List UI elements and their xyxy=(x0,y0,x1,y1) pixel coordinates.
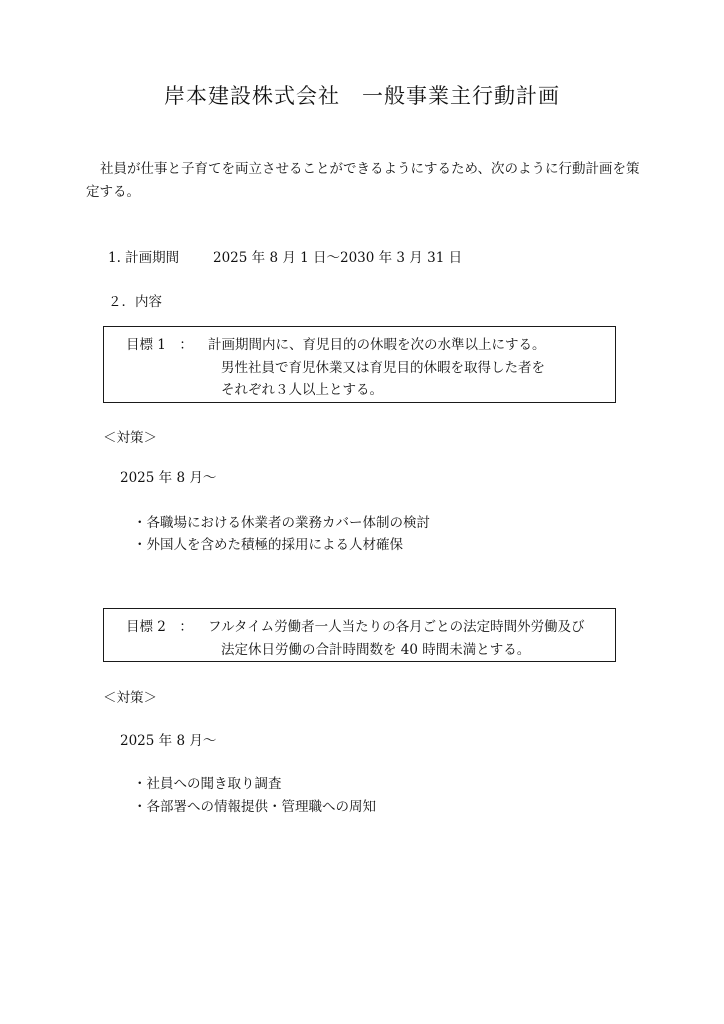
goal-2-bullet-2: ・各部署への情報提供・管理職への周知 xyxy=(133,799,376,815)
intro-paragraph: 社員が仕事と子育てを両立させることができるようにするため、次のように行動計画を策定する。 xyxy=(86,161,640,200)
goal-1-measures-label: ＜対策＞ xyxy=(103,430,157,446)
goal-2-label: 目標 2 ： xyxy=(126,619,193,635)
goal-1-label: 目標 1 ： xyxy=(126,337,193,353)
plan-period-label: 1. 計画期間 xyxy=(108,250,180,266)
document-title: 岸本建設株式会社 一般事業主行動計画 xyxy=(164,84,560,108)
goal-1-box xyxy=(103,326,616,403)
goal-1-line-2: 男性社員で育児休業又は育児目的休暇を取得した者を xyxy=(221,360,545,376)
content-label: ２．内容 xyxy=(108,294,162,310)
goal-2-line-1: フルタイム労働者一人当たりの各月ごとの法定時間外労働及び xyxy=(208,619,585,635)
goal-2-line-2: 法定休日労働の合計時間数を 40 時間未満とする。 xyxy=(221,642,531,658)
goal-2-bullet-1: ・社員への聞き取り調査 xyxy=(133,776,282,792)
plan-period-value: 2025 年 8 月 1 日～2030 年 3 月 31 日 xyxy=(213,250,463,266)
goal-2-start: 2025 年 8 月～ xyxy=(120,733,217,749)
goal-1-start: 2025 年 8 月～ xyxy=(120,470,217,486)
goal-2-box xyxy=(103,608,616,662)
goal-1-line-1: 計画期間内に、育児目的の休暇を次の水準以上にする。 xyxy=(208,337,546,353)
goal-1-bullet-1: ・各職場における休業者の業務カバー体制の検討 xyxy=(133,515,430,531)
goal-1-line-3: それぞれ３人以上とする。 xyxy=(221,382,383,398)
goal-1-bullet-2: ・外国人を含めた積極的採用による人材確保 xyxy=(133,537,403,553)
goal-2-measures-label: ＜対策＞ xyxy=(103,690,157,706)
